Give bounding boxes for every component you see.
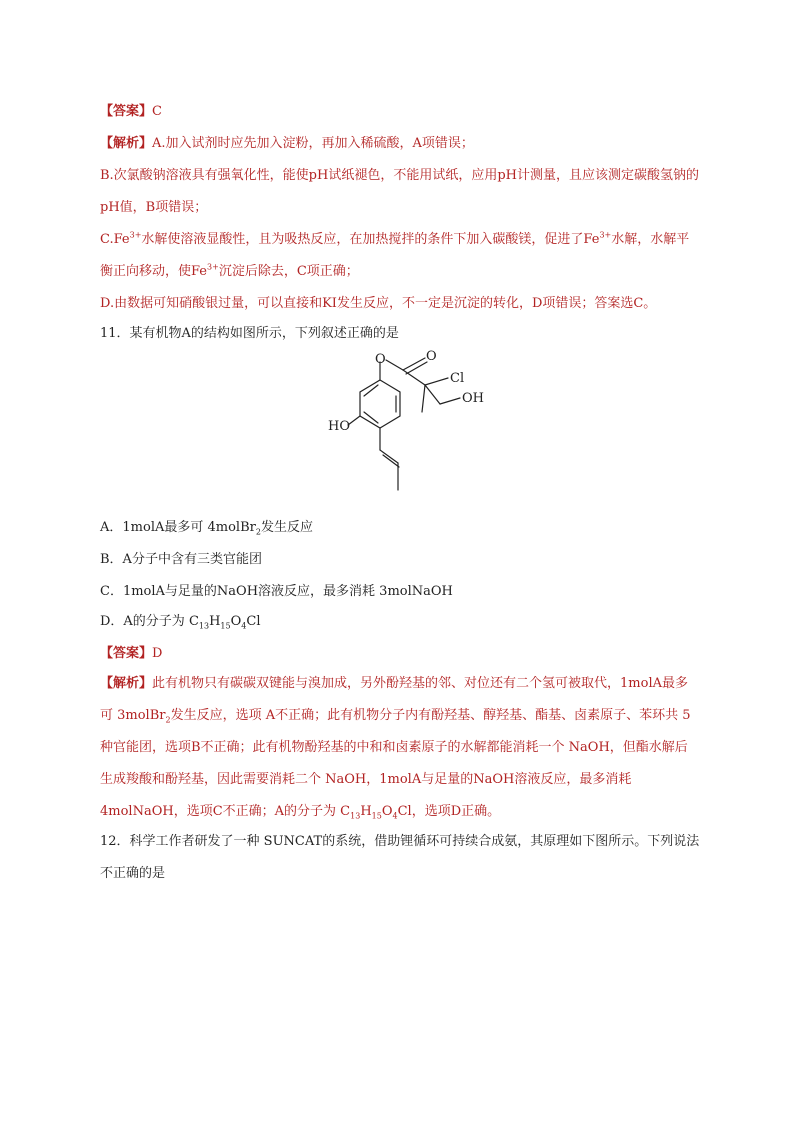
q10-analysis-c <box>100 224 700 288</box>
opt-d-o: O <box>230 614 242 629</box>
q11-analysis <box>100 668 700 828</box>
opt-a-post: 发生反应 <box>260 520 313 535</box>
opt-d-sub3: 4 <box>241 621 247 631</box>
analysis-text-2: 发生反应，选项 A不正确；此有机物分子内有酚羟基、醇羟基、酯基、卤素原子、苯环共 5种官能团，选项B不正确；此有机物酚羟基的中和和卤素原子的水解都能消耗一个 NaOH，但酯水解后生成羧酸和酚羟基，因此需要消耗二个 NaOH，1molA与足量的NaOH溶液反应，最多消耗 4molNaOH，选项C不正确；A的分子为 C <box>100 708 691 819</box>
benzene-ring <box>360 380 400 428</box>
analysis-sub1: 13 <box>350 811 361 821</box>
q11-option-a <box>100 512 700 544</box>
c-sup-3: 3+ <box>207 262 219 272</box>
q11-answer <box>100 638 700 670</box>
analysis-tag: 【解析】 <box>100 136 153 151</box>
c-text-4: 沉淀后除去，C项正确； <box>218 264 359 279</box>
opt-d-h: H <box>209 614 221 629</box>
molecule-structure-diagram <box>300 330 530 520</box>
answer-value: D <box>152 646 163 661</box>
q10-answer <box>100 96 700 128</box>
atom-o-carbonyl: O <box>426 349 437 364</box>
c-text-3: 水解，水解平衡正向移动，使Fe <box>100 232 690 279</box>
opt-a-text: A．1molA最多可 4molBr <box>100 520 256 535</box>
analysis-sub: 2 <box>165 715 171 725</box>
answer-value: C <box>152 104 162 119</box>
answer-tag: 【答案】 <box>100 646 153 661</box>
analysis-a-text: A.加入试剂时应先加入淀粉，再加入稀硫酸，A项错误； <box>152 136 474 151</box>
q10-analysis-d: D.由数据可知硝酸银过量，可以直接和KI发生反应，不一定是沉淀的转化，D项错误；答案选C。 <box>100 296 657 311</box>
q11-option-b: B．A分子中含有三类官能团 <box>100 552 262 567</box>
c-sup-2: 3+ <box>599 230 612 240</box>
opt-d-sub1: 13 <box>198 621 210 631</box>
opt-d-text: D．A的分子为 C <box>100 614 199 629</box>
atom-ho: HO <box>328 419 350 434</box>
c-sup-1: 3+ <box>129 230 142 240</box>
q12-stem: 12．科学工作者研发了一种 SUNCAT的系统，借助锂循环可持续合成氨，其原理如下图所示。下列说法不正确的是 <box>100 834 700 881</box>
analysis-h: H <box>360 804 372 819</box>
opt-d-sub2: 15 <box>220 621 231 631</box>
q10-analysis-a <box>100 128 700 160</box>
opt-d-post: Cl <box>246 614 261 629</box>
analysis-sub2: 15 <box>371 811 382 821</box>
opt-a-sub: 2 <box>255 527 261 537</box>
q10-analysis-b: B.次氯酸钠溶液具有强氧化性，能使pH试纸褪色，不能用试纸，应用pH计测量，且应该测定碳酸氢钠的pH值，B项错误； <box>100 168 700 215</box>
q11-stem: 11．某有机物A的结构如图所示，下列叙述正确的是 <box>100 326 399 341</box>
analysis-text-3: Cl，选项D正确。 <box>397 804 501 819</box>
c-text-1: C.Fe <box>100 232 130 247</box>
atom-oh: OH <box>462 391 484 406</box>
answer-tag: 【答案】 <box>100 104 153 119</box>
analysis-tag: 【解析】 <box>100 676 153 691</box>
q11-option-c: C．1molA与足量的NaOH溶液反应，最多消耗 3molNaOH <box>100 584 453 599</box>
analysis-o: O <box>381 804 393 819</box>
atom-o-ring: O <box>375 352 386 367</box>
analysis-sub3: 4 <box>392 811 398 821</box>
analysis-text-1: 此有机物只有碳碳双键能与溴加成，另外酚羟基的邻、对位还有二个氢可被取代，1molA最多可 3molBr <box>100 676 688 723</box>
atom-cl: Cl <box>450 371 465 386</box>
c-text-2: 水解使溶液显酸性，且为吸热反应，在加热搅拌的条件下加入碳酸镁，促进了Fe <box>141 232 600 247</box>
q11-option-d <box>100 606 700 638</box>
